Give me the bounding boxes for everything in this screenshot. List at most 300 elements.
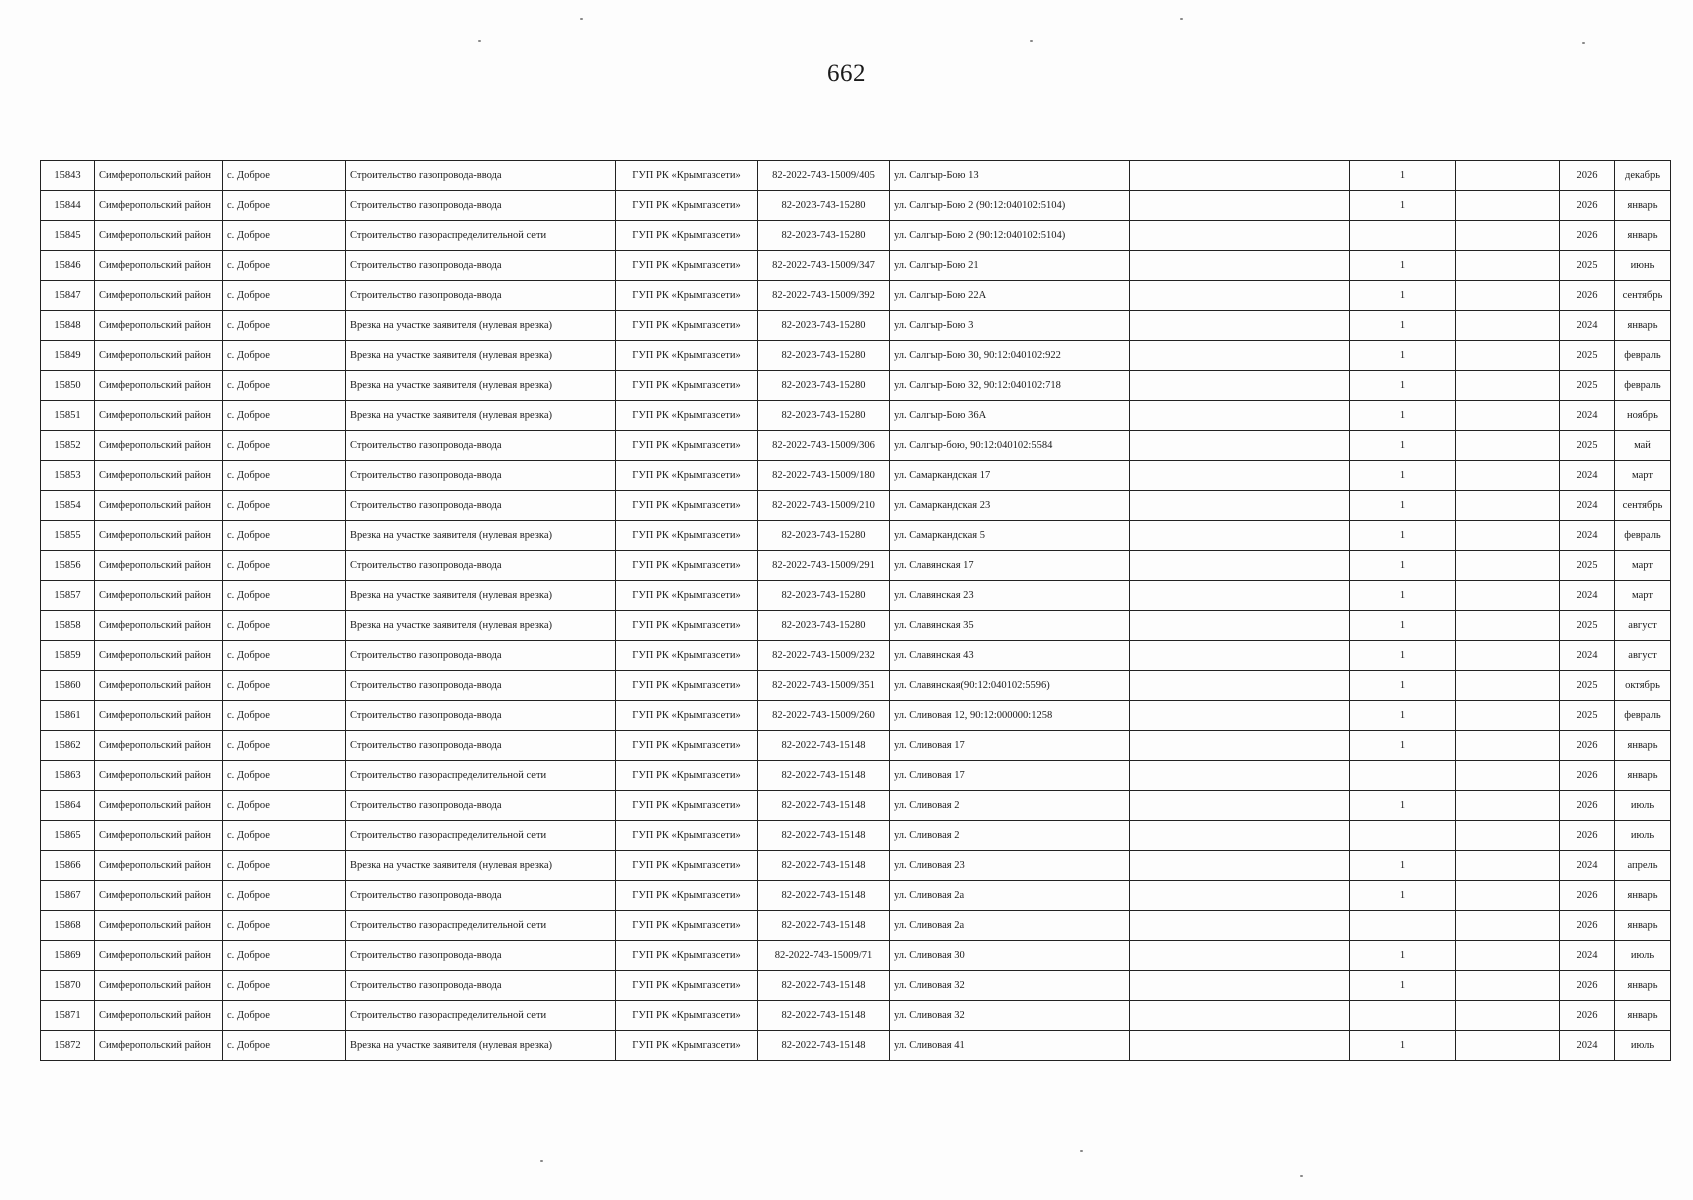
organization-cell: ГУП РК «Крымгазсети»: [616, 671, 758, 701]
address-cell: ул. Сливовая 30: [890, 941, 1130, 971]
table-row: [41, 521, 1671, 551]
blank-cell: [1130, 281, 1350, 311]
year-cell: 2024: [1560, 581, 1615, 611]
application-code-cell: 82-2022-743-15009/260: [758, 701, 890, 731]
blank-cell: [1130, 941, 1350, 971]
row-number: 15865: [41, 821, 95, 851]
table-row: [41, 971, 1671, 1001]
region-cell: Симферопольский район: [95, 761, 223, 791]
organization-cell: ГУП РК «Крымгазсети»: [616, 791, 758, 821]
row-number: 15871: [41, 1001, 95, 1031]
row-number: 15848: [41, 311, 95, 341]
settlement-cell: с. Доброе: [223, 401, 346, 431]
quantity-cell: [1350, 911, 1456, 941]
region-cell: Симферопольский район: [95, 731, 223, 761]
blank-cell: [1456, 1001, 1560, 1031]
address-cell: ул. Самаркандская 17: [890, 461, 1130, 491]
month-cell: февраль: [1615, 371, 1671, 401]
quantity-cell: [1350, 821, 1456, 851]
organization-cell: ГУП РК «Крымгазсети»: [616, 941, 758, 971]
application-code-cell: 82-2022-743-15009/351: [758, 671, 890, 701]
row-number: 15859: [41, 641, 95, 671]
table-row: [41, 851, 1671, 881]
blank-cell: [1456, 491, 1560, 521]
region-cell: Симферопольский район: [95, 491, 223, 521]
year-cell: 2024: [1560, 461, 1615, 491]
settlement-cell: с. Доброе: [223, 551, 346, 581]
quantity-cell: 1: [1350, 311, 1456, 341]
blank-cell: [1456, 311, 1560, 341]
table-row: [41, 1001, 1671, 1031]
blank-cell: [1130, 311, 1350, 341]
organization-cell: ГУП РК «Крымгазсети»: [616, 821, 758, 851]
work-type-cell: Строительство газопровода-ввода: [346, 671, 616, 701]
year-cell: 2024: [1560, 311, 1615, 341]
month-cell: июль: [1615, 1031, 1671, 1061]
work-type-cell: Строительство газопровода-ввода: [346, 251, 616, 281]
region-cell: Симферопольский район: [95, 521, 223, 551]
row-number: 15867: [41, 881, 95, 911]
work-type-cell: Строительство газопровода-ввода: [346, 791, 616, 821]
year-cell: 2026: [1560, 881, 1615, 911]
address-cell: ул. Славянская 23: [890, 581, 1130, 611]
blank-cell: [1130, 641, 1350, 671]
settlement-cell: с. Доброе: [223, 851, 346, 881]
organization-cell: ГУП РК «Крымгазсети»: [616, 191, 758, 221]
table-row: [41, 731, 1671, 761]
table-row: [41, 911, 1671, 941]
quantity-cell: 1: [1350, 581, 1456, 611]
registry-rows: [41, 161, 1671, 1061]
work-type-cell: Строительство газораспределительной сети: [346, 821, 616, 851]
organization-cell: ГУП РК «Крымгазсети»: [616, 491, 758, 521]
year-cell: 2025: [1560, 701, 1615, 731]
application-code-cell: 82-2022-743-15009/392: [758, 281, 890, 311]
year-cell: 2025: [1560, 431, 1615, 461]
settlement-cell: с. Доброе: [223, 641, 346, 671]
blank-cell: [1456, 371, 1560, 401]
row-number: 15868: [41, 911, 95, 941]
application-code-cell: 82-2022-743-15148: [758, 971, 890, 1001]
address-cell: ул. Салгыр-Бою 36А: [890, 401, 1130, 431]
organization-cell: ГУП РК «Крымгазсети»: [616, 851, 758, 881]
address-cell: ул. Сливовая 2а: [890, 911, 1130, 941]
year-cell: 2025: [1560, 551, 1615, 581]
settlement-cell: с. Доброе: [223, 431, 346, 461]
organization-cell: ГУП РК «Крымгазсети»: [616, 971, 758, 1001]
blank-cell: [1456, 191, 1560, 221]
application-code-cell: 82-2022-743-15009/232: [758, 641, 890, 671]
month-cell: январь: [1615, 911, 1671, 941]
address-cell: ул. Сливовая 2: [890, 821, 1130, 851]
blank-cell: [1456, 971, 1560, 1001]
quantity-cell: [1350, 761, 1456, 791]
year-cell: 2024: [1560, 521, 1615, 551]
table-row: [41, 371, 1671, 401]
year-cell: 2025: [1560, 371, 1615, 401]
month-cell: март: [1615, 551, 1671, 581]
region-cell: Симферопольский район: [95, 701, 223, 731]
work-type-cell: Строительство газопровода-ввода: [346, 191, 616, 221]
blank-cell: [1130, 971, 1350, 1001]
work-type-cell: Строительство газораспределительной сети: [346, 1001, 616, 1031]
settlement-cell: с. Доброе: [223, 941, 346, 971]
application-code-cell: 82-2022-743-15148: [758, 1031, 890, 1061]
row-number: 15866: [41, 851, 95, 881]
address-cell: ул. Сливовая 17: [890, 731, 1130, 761]
blank-cell: [1456, 461, 1560, 491]
address-cell: ул. Салгыр-Бою 2 (90:12:040102:5104): [890, 221, 1130, 251]
month-cell: январь: [1615, 971, 1671, 1001]
quantity-cell: 1: [1350, 161, 1456, 191]
region-cell: Симферопольский район: [95, 431, 223, 461]
settlement-cell: с. Доброе: [223, 371, 346, 401]
quantity-cell: 1: [1350, 941, 1456, 971]
month-cell: июнь: [1615, 251, 1671, 281]
settlement-cell: с. Доброе: [223, 311, 346, 341]
quantity-cell: 1: [1350, 251, 1456, 281]
application-code-cell: 82-2023-743-15280: [758, 371, 890, 401]
blank-cell: [1456, 341, 1560, 371]
blank-cell: [1456, 761, 1560, 791]
application-code-cell: 82-2023-743-15280: [758, 341, 890, 371]
row-number: 15847: [41, 281, 95, 311]
row-number: 15845: [41, 221, 95, 251]
settlement-cell: с. Доброе: [223, 671, 346, 701]
organization-cell: ГУП РК «Крымгазсети»: [616, 1001, 758, 1031]
quantity-cell: 1: [1350, 551, 1456, 581]
application-code-cell: 82-2023-743-15280: [758, 521, 890, 551]
registry-table: [40, 160, 1671, 1061]
scan-speck: [1582, 42, 1585, 44]
work-type-cell: Врезка на участке заявителя (нулевая врезка): [346, 1031, 616, 1061]
region-cell: Симферопольский район: [95, 191, 223, 221]
year-cell: 2026: [1560, 821, 1615, 851]
region-cell: Симферопольский район: [95, 611, 223, 641]
row-number: 15862: [41, 731, 95, 761]
blank-cell: [1130, 581, 1350, 611]
blank-cell: [1130, 401, 1350, 431]
table-row: [41, 551, 1671, 581]
blank-cell: [1456, 431, 1560, 461]
work-type-cell: Строительство газопровода-ввода: [346, 731, 616, 761]
work-type-cell: Врезка на участке заявителя (нулевая врезка): [346, 611, 616, 641]
quantity-cell: 1: [1350, 881, 1456, 911]
region-cell: Симферопольский район: [95, 911, 223, 941]
work-type-cell: Строительство газопровода-ввода: [346, 161, 616, 191]
blank-cell: [1456, 881, 1560, 911]
year-cell: 2025: [1560, 611, 1615, 641]
page-number: 662: [827, 60, 866, 87]
address-cell: ул. Сливовая 32: [890, 1001, 1130, 1031]
settlement-cell: с. Доброе: [223, 191, 346, 221]
month-cell: январь: [1615, 761, 1671, 791]
blank-cell: [1456, 731, 1560, 761]
month-cell: январь: [1615, 221, 1671, 251]
blank-cell: [1456, 221, 1560, 251]
blank-cell: [1456, 281, 1560, 311]
region-cell: Симферопольский район: [95, 551, 223, 581]
region-cell: Симферопольский район: [95, 851, 223, 881]
blank-cell: [1456, 611, 1560, 641]
settlement-cell: с. Доброе: [223, 251, 346, 281]
address-cell: ул. Сливовая 2: [890, 791, 1130, 821]
month-cell: май: [1615, 431, 1671, 461]
organization-cell: ГУП РК «Крымгазсети»: [616, 641, 758, 671]
table-row: [41, 431, 1671, 461]
settlement-cell: с. Доброе: [223, 341, 346, 371]
region-cell: Симферопольский район: [95, 341, 223, 371]
table-row: [41, 341, 1671, 371]
settlement-cell: с. Доброе: [223, 221, 346, 251]
work-type-cell: Врезка на участке заявителя (нулевая врезка): [346, 401, 616, 431]
settlement-cell: с. Доброе: [223, 1031, 346, 1061]
year-cell: 2026: [1560, 911, 1615, 941]
application-code-cell: 82-2023-743-15280: [758, 611, 890, 641]
month-cell: июль: [1615, 791, 1671, 821]
quantity-cell: 1: [1350, 281, 1456, 311]
row-number: 15870: [41, 971, 95, 1001]
blank-cell: [1130, 671, 1350, 701]
month-cell: январь: [1615, 881, 1671, 911]
organization-cell: ГУП РК «Крымгазсети»: [616, 221, 758, 251]
month-cell: ноябрь: [1615, 401, 1671, 431]
table-row: [41, 281, 1671, 311]
quantity-cell: 1: [1350, 791, 1456, 821]
settlement-cell: с. Доброе: [223, 821, 346, 851]
settlement-cell: с. Доброе: [223, 161, 346, 191]
work-type-cell: Строительство газопровода-ввода: [346, 641, 616, 671]
scan-speck: [540, 1160, 543, 1162]
row-number: 15855: [41, 521, 95, 551]
application-code-cell: 82-2022-743-15148: [758, 1001, 890, 1031]
settlement-cell: с. Доброе: [223, 281, 346, 311]
row-number: 15869: [41, 941, 95, 971]
work-type-cell: Врезка на участке заявителя (нулевая врезка): [346, 521, 616, 551]
address-cell: ул. Самаркандская 5: [890, 521, 1130, 551]
quantity-cell: 1: [1350, 191, 1456, 221]
work-type-cell: Строительство газопровода-ввода: [346, 431, 616, 461]
year-cell: 2025: [1560, 671, 1615, 701]
month-cell: февраль: [1615, 701, 1671, 731]
settlement-cell: с. Доброе: [223, 461, 346, 491]
address-cell: ул. Сливовая 12, 90:12:000000:1258: [890, 701, 1130, 731]
blank-cell: [1130, 881, 1350, 911]
application-code-cell: 82-2022-743-15009/71: [758, 941, 890, 971]
region-cell: Симферопольский район: [95, 671, 223, 701]
address-cell: ул. Сливовая 41: [890, 1031, 1130, 1061]
work-type-cell: Строительство газопровода-ввода: [346, 491, 616, 521]
application-code-cell: 82-2022-743-15009/306: [758, 431, 890, 461]
table-row: [41, 941, 1671, 971]
region-cell: Симферопольский район: [95, 251, 223, 281]
application-code-cell: 82-2023-743-15280: [758, 581, 890, 611]
address-cell: ул. Салгыр-Бою 2 (90:12:040102:5104): [890, 191, 1130, 221]
quantity-cell: 1: [1350, 491, 1456, 521]
quantity-cell: 1: [1350, 731, 1456, 761]
work-type-cell: Строительство газораспределительной сети: [346, 761, 616, 791]
table-row: [41, 191, 1671, 221]
organization-cell: ГУП РК «Крымгазсети»: [616, 521, 758, 551]
year-cell: 2026: [1560, 191, 1615, 221]
row-number: 15854: [41, 491, 95, 521]
table-row: [41, 251, 1671, 281]
address-cell: ул. Славянская(90:12:040102:5596): [890, 671, 1130, 701]
region-cell: Симферопольский район: [95, 971, 223, 1001]
month-cell: июль: [1615, 941, 1671, 971]
address-cell: ул. Салгыр-Бою 3: [890, 311, 1130, 341]
address-cell: ул. Салгыр-бою, 90:12:040102:5584: [890, 431, 1130, 461]
table-row: [41, 761, 1671, 791]
row-number: 15863: [41, 761, 95, 791]
table-row: [41, 461, 1671, 491]
region-cell: Симферопольский район: [95, 1001, 223, 1031]
table-row: [41, 401, 1671, 431]
blank-cell: [1456, 791, 1560, 821]
year-cell: 2026: [1560, 1001, 1615, 1031]
year-cell: 2026: [1560, 971, 1615, 1001]
address-cell: ул. Сливовая 23: [890, 851, 1130, 881]
organization-cell: ГУП РК «Крымгазсети»: [616, 761, 758, 791]
row-number: 15857: [41, 581, 95, 611]
region-cell: Симферопольский район: [95, 311, 223, 341]
blank-cell: [1130, 701, 1350, 731]
blank-cell: [1456, 251, 1560, 281]
blank-cell: [1456, 941, 1560, 971]
work-type-cell: Врезка на участке заявителя (нулевая врезка): [346, 371, 616, 401]
quantity-cell: 1: [1350, 671, 1456, 701]
work-type-cell: Строительство газопровода-ввода: [346, 461, 616, 491]
year-cell: 2024: [1560, 401, 1615, 431]
table-row: [41, 671, 1671, 701]
work-type-cell: Строительство газопровода-ввода: [346, 701, 616, 731]
year-cell: 2026: [1560, 791, 1615, 821]
year-cell: 2025: [1560, 251, 1615, 281]
row-number: 15856: [41, 551, 95, 581]
application-code-cell: 82-2023-743-15280: [758, 311, 890, 341]
settlement-cell: с. Доброе: [223, 491, 346, 521]
quantity-cell: [1350, 1001, 1456, 1031]
year-cell: 2024: [1560, 941, 1615, 971]
application-code-cell: 82-2023-743-15280: [758, 191, 890, 221]
organization-cell: ГУП РК «Крымгазсети»: [616, 551, 758, 581]
application-code-cell: 82-2022-743-15009/210: [758, 491, 890, 521]
month-cell: март: [1615, 581, 1671, 611]
region-cell: Симферопольский район: [95, 791, 223, 821]
row-number: 15872: [41, 1031, 95, 1061]
year-cell: 2026: [1560, 761, 1615, 791]
settlement-cell: с. Доброе: [223, 521, 346, 551]
table-row: [41, 491, 1671, 521]
quantity-cell: [1350, 221, 1456, 251]
row-number: 15861: [41, 701, 95, 731]
month-cell: август: [1615, 611, 1671, 641]
settlement-cell: с. Доброе: [223, 611, 346, 641]
month-cell: февраль: [1615, 521, 1671, 551]
address-cell: ул. Сливовая 17: [890, 761, 1130, 791]
table-row: [41, 881, 1671, 911]
year-cell: 2025: [1560, 341, 1615, 371]
table-row: [41, 161, 1671, 191]
scan-speck: [478, 40, 481, 42]
blank-cell: [1456, 1031, 1560, 1061]
blank-cell: [1130, 491, 1350, 521]
settlement-cell: с. Доброе: [223, 881, 346, 911]
blank-cell: [1456, 161, 1560, 191]
year-cell: 2024: [1560, 851, 1615, 881]
table-row: [41, 221, 1671, 251]
address-cell: ул. Салгыр-Бою 22А: [890, 281, 1130, 311]
region-cell: Симферопольский район: [95, 401, 223, 431]
table-row: [41, 641, 1671, 671]
organization-cell: ГУП РК «Крымгазсети»: [616, 581, 758, 611]
address-cell: ул. Салгыр-Бою 13: [890, 161, 1130, 191]
application-code-cell: 82-2022-743-15148: [758, 761, 890, 791]
month-cell: март: [1615, 461, 1671, 491]
year-cell: 2024: [1560, 641, 1615, 671]
organization-cell: ГУП РК «Крымгазсети»: [616, 881, 758, 911]
blank-cell: [1130, 791, 1350, 821]
application-code-cell: 82-2022-743-15009/291: [758, 551, 890, 581]
month-cell: январь: [1615, 731, 1671, 761]
year-cell: 2024: [1560, 1031, 1615, 1061]
blank-cell: [1130, 821, 1350, 851]
address-cell: ул. Самаркандская 23: [890, 491, 1130, 521]
blank-cell: [1130, 341, 1350, 371]
blank-cell: [1130, 551, 1350, 581]
organization-cell: ГУП РК «Крымгазсети»: [616, 431, 758, 461]
settlement-cell: с. Доброе: [223, 971, 346, 1001]
work-type-cell: Врезка на участке заявителя (нулевая врезка): [346, 851, 616, 881]
application-code-cell: 82-2022-743-15009/405: [758, 161, 890, 191]
table-row: [41, 581, 1671, 611]
region-cell: Симферопольский район: [95, 881, 223, 911]
month-cell: январь: [1615, 311, 1671, 341]
organization-cell: ГУП РК «Крымгазсети»: [616, 371, 758, 401]
work-type-cell: Строительство газопровода-ввода: [346, 941, 616, 971]
row-number: 15853: [41, 461, 95, 491]
month-cell: февраль: [1615, 341, 1671, 371]
month-cell: апрель: [1615, 851, 1671, 881]
quantity-cell: 1: [1350, 851, 1456, 881]
row-number: 15844: [41, 191, 95, 221]
application-code-cell: 82-2022-743-15148: [758, 731, 890, 761]
blank-cell: [1130, 851, 1350, 881]
organization-cell: ГУП РК «Крымгазсети»: [616, 911, 758, 941]
region-cell: Симферопольский район: [95, 461, 223, 491]
organization-cell: ГУП РК «Крымгазсети»: [616, 341, 758, 371]
blank-cell: [1130, 191, 1350, 221]
row-number: 15846: [41, 251, 95, 281]
row-number: 15849: [41, 341, 95, 371]
scan-speck: [1030, 40, 1033, 42]
blank-cell: [1456, 821, 1560, 851]
organization-cell: ГУП РК «Крымгазсети»: [616, 461, 758, 491]
blank-cell: [1130, 161, 1350, 191]
settlement-cell: с. Доброе: [223, 731, 346, 761]
blank-cell: [1130, 761, 1350, 791]
address-cell: ул. Сливовая 2а: [890, 881, 1130, 911]
month-cell: сентябрь: [1615, 281, 1671, 311]
region-cell: Симферопольский район: [95, 821, 223, 851]
quantity-cell: 1: [1350, 401, 1456, 431]
application-code-cell: 82-2022-743-15009/180: [758, 461, 890, 491]
application-code-cell: 82-2023-743-15280: [758, 401, 890, 431]
address-cell: ул. Славянская 17: [890, 551, 1130, 581]
blank-cell: [1130, 1031, 1350, 1061]
month-cell: август: [1615, 641, 1671, 671]
organization-cell: ГУП РК «Крымгазсети»: [616, 701, 758, 731]
